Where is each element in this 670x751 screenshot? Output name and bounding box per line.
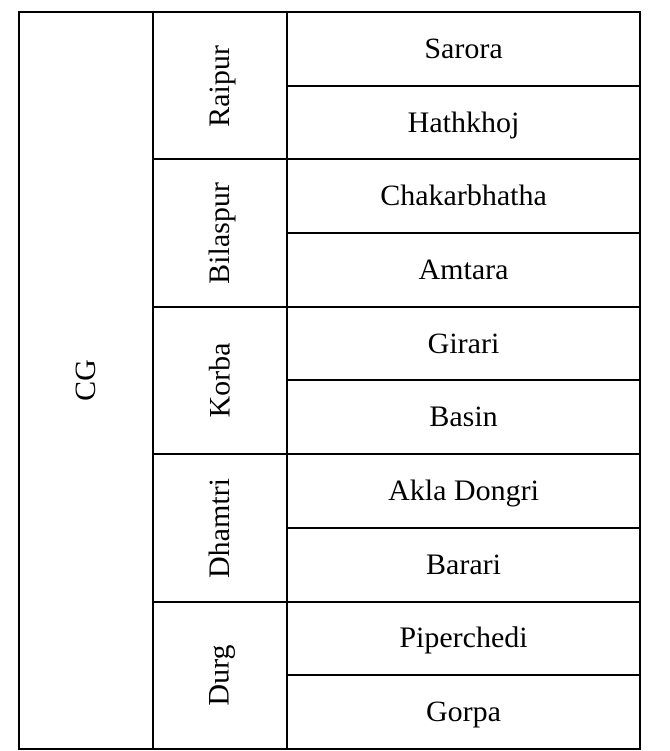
district-cell-dhamtri [153, 454, 287, 601]
district-name: Durg [203, 644, 236, 706]
district-cell-korba [153, 307, 287, 454]
location-table [18, 11, 641, 750]
district-cell-bilaspur [153, 159, 287, 306]
state-name: CG [69, 359, 102, 402]
village-cell: Akla Dongri [287, 454, 640, 528]
village-cell: Hathkhoj [287, 86, 640, 160]
village-cell: Chakarbhatha [287, 159, 640, 233]
village-cell: Barari [287, 528, 640, 602]
district-name: Korba [202, 342, 236, 418]
table-container [18, 11, 639, 751]
village-cell: Gorpa [287, 675, 640, 749]
district-name: Dhamtri [202, 477, 236, 578]
village-cell: Piperchedi [287, 602, 640, 676]
village-cell: Girari [287, 307, 640, 381]
village-cell: Amtara [287, 233, 640, 307]
district-cell-durg [153, 602, 287, 749]
district-name: Bilaspur [202, 182, 236, 284]
state-cell [19, 12, 153, 749]
village-cell: Sarora [287, 12, 640, 86]
district-name: Raipur [203, 44, 236, 127]
village-cell: Basin [287, 380, 640, 454]
district-cell-raipur [153, 12, 287, 159]
table-row [19, 12, 640, 86]
